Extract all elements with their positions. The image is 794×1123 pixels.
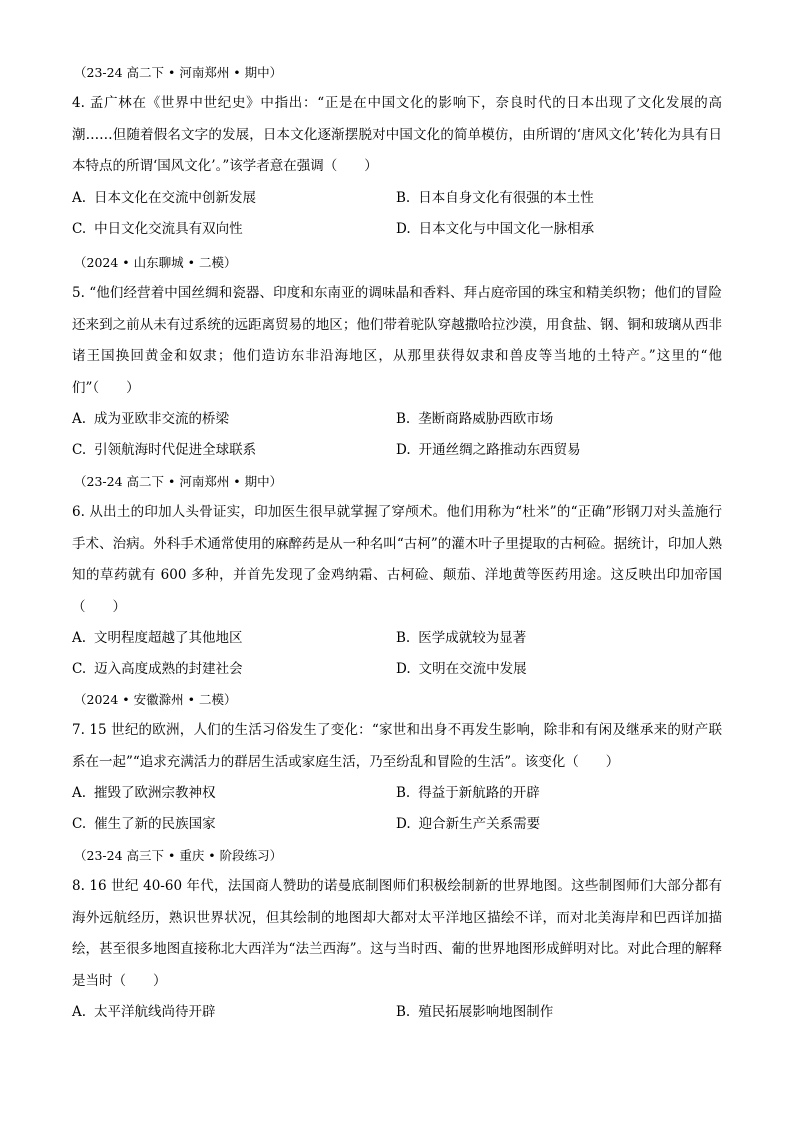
question-source: （23-24 高三下 • 重庆 • 阶段练习） [74,848,283,863]
option-c[interactable] [72,809,216,840]
option-b[interactable] [396,997,553,1028]
options-row [72,404,722,435]
option-d[interactable] [396,214,594,245]
option-text: 医学成就较为显著 [418,630,527,646]
option-letter: A. [72,630,87,646]
options-row [72,183,722,214]
question-6 [72,472,722,685]
option-letter: B. [396,785,411,801]
option-letter: A. [72,189,87,206]
option-text: 引领航海时代促进全球联系 [94,442,257,458]
question-stem: 7. 15 世纪的欧洲，人们的生活习俗发生了变化：“家世和出身不再发生影响，除非和有闲及继承来的财产联系在一起”“追求充满活力的群居生活或家庭生活，乃至纷乱和冒险的生活”。该变化（ ） [72,722,722,770]
option-letter: C. [72,816,87,832]
option-text: 垄断商路威胁西欧市场 [418,411,554,427]
option-a[interactable] [72,623,243,654]
option-text: 得益于新航路的开辟 [418,785,540,801]
question-7 [72,690,722,840]
option-letter: D. [396,816,411,832]
option-text: 中日文化交流具有双向性 [94,220,243,237]
question-stem: 8. 16 世纪 40-60 年代，法国商人赞助的诺曼底制图师们积极绘制新的世界地图。这些制图师们大部分都有海外远航经历，熟识世界状况，但其绘制的地图却大都对太平洋地区描绘不详，而对北美海岸和巴西详加描绘，甚至很多地图直接称北大西洋为“法兰西海”。这与当时西、葡的世界地图形成鲜明对比。对此合理的解释是当时（ ） [72,878,722,989]
option-letter: A. [72,411,87,427]
question-source: （23-24 高二下 • 河南郑州 • 期中） [74,474,283,489]
option-letter: D. [396,220,411,237]
option-b[interactable] [396,404,553,435]
option-letter: C. [72,220,87,237]
option-b[interactable] [396,778,540,809]
option-text: 日本文化在交流中创新发展 [94,189,257,206]
option-text: 迈入高度成熟的封建社会 [94,661,243,677]
option-text: 文明程度超越了其他地区 [94,630,243,646]
option-d[interactable] [396,809,540,840]
option-b[interactable] [396,623,526,654]
option-letter: B. [396,411,411,427]
option-b[interactable] [396,183,594,214]
option-letter: B. [396,630,411,646]
option-text: 开通丝绸之路推动东西贸易 [418,442,581,458]
options-row [72,809,722,840]
options-row [72,997,722,1028]
question-source: （2024 • 山东聊城 • 二模） [74,255,237,270]
question-source: （2024 • 安徽滁州 • 二模） [74,692,237,707]
question-stem: 5. “他们经营着中国丝绸和瓷器、印度和东南亚的调味晶和香料、拜占庭帝国的珠宝和精美织物；他们的冒险还来到之前从未有过系统的远距离贸易的地区；他们带着驼队穿越撒哈拉沙漠，用食盐、钢、铜和玻璃从西非诸王国换回黄金和奴隶；他们造访东非沿海地区，从那里获得奴隶和兽皮等当地的土特产。”这里的“他们”（ ） [72,285,722,396]
question-stem: 4. 孟广林在《世界中世纪史》中指出：“正是在中国文化的影响下，奈良时代的日本出现了文化发展的高潮……但随着假名文字的发展，日本文化逐渐摆脱对中国文化的简单模仿，由所谓的‘唐风文化’转化为具有日本特点的所谓‘国风文化’。”该学者意在强调（ ） [72,95,722,174]
option-a[interactable] [72,404,229,435]
option-letter: A. [72,785,87,801]
question-stem: 6. 从出土的印加人头骨证实，印加医生很早就掌握了穿颅术。他们用称为“杜米”的“正确”形钢刀对头盖施行手术、治病。外科手术通常使用的麻醉药是从一种名叫“古柯”的灌木叶子里提取的古柯硷。据统计，印加人熟知的草药就有 600 多种，并首先发现了金鸡纳霜、古柯硷、颠茄、洋地黄等医药用途。这反映出印加帝国（ ） [72,504,722,615]
option-a[interactable] [72,997,216,1028]
option-letter: D. [396,442,411,458]
option-letter: D. [396,661,411,677]
option-text: 成为亚欧非交流的桥梁 [94,411,230,427]
option-letter: B. [396,1004,411,1020]
option-c[interactable] [72,214,243,245]
option-letter: B. [396,189,411,206]
option-text: 太平洋航线尚待开辟 [94,1004,216,1020]
option-text: 摧毁了欧洲宗教神权 [94,785,216,801]
option-c[interactable] [72,654,243,685]
option-text: 殖民拓展影响地图制作 [418,1004,554,1020]
option-text: 日本文化与中国文化一脉相承 [418,220,595,237]
option-text: 催生了新的民族国家 [94,816,216,832]
options-row [72,214,722,245]
question-source: （23-24 高二下 • 河南郑州 • 期中） [74,65,283,80]
option-text: 迎合新生产关系需要 [418,816,541,832]
option-text: 日本自身文化有很强的本土性 [418,189,594,206]
options-row [72,778,722,809]
option-d[interactable] [396,435,581,466]
option-text: 文明在交流中发展 [418,661,527,677]
option-letter: C. [72,661,87,677]
options-row [72,623,722,654]
question-8 [72,846,722,1028]
option-a[interactable] [72,183,256,214]
option-letter: A. [72,1004,87,1020]
option-a[interactable] [72,778,216,809]
question-4 [72,63,722,245]
options-row [72,654,722,685]
option-d[interactable] [396,654,527,685]
option-c[interactable] [72,435,256,466]
options-row [72,435,722,466]
option-letter: C. [72,442,87,458]
question-5 [72,253,722,466]
